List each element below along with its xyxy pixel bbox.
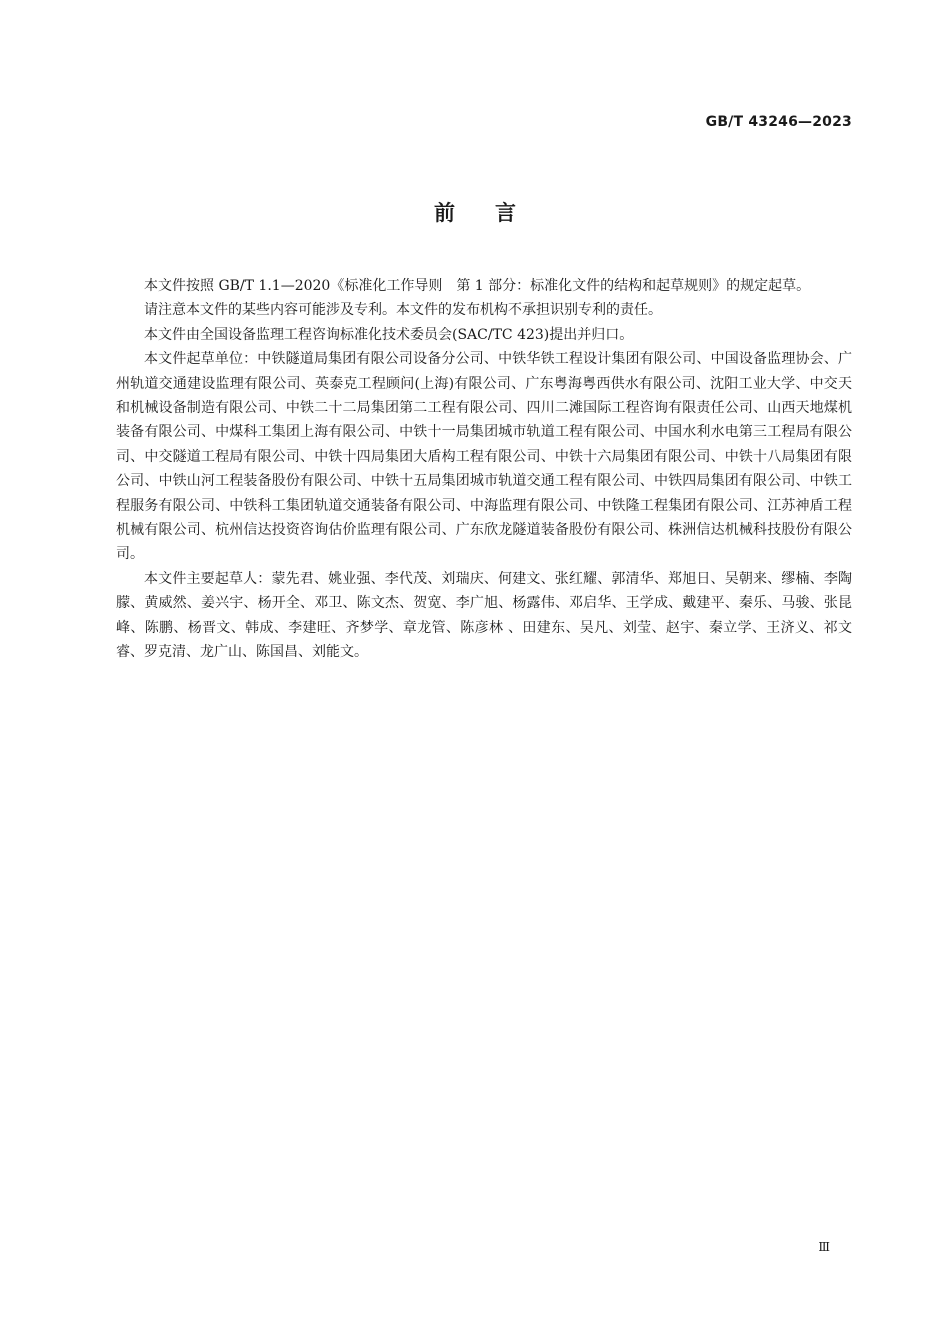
paragraph-patent-notice: 请注意本文件的某些内容可能涉及专利。本文件的发布机构不承担识别专利的责任。 — [144, 302, 662, 319]
paragraph-drafting-rules: 本文件按照 GB/T 1.1—2020《标准化工作导则 第 1 部分：标准化文件的结构和起草规则》的规定起草。 — [144, 278, 811, 294]
paragraph-drafters: 本文件主要起草人：蒙先君、姚业强、李代茂、刘瑞庆、何建文、张红耀、郭清华、郑旭日、吴朝来、缪楠、李陶朦、黄威然、姜兴宇、杨开全、邓卫、陈文杰、贺宽、李广旭、杨露伟、邓启华、王学成、戴建平、秦乐、马骏、张昆峰、陈鹏、杨晋文、韩成、李建旺、齐梦学、章龙管、陈彦林 、田建东、吴凡、刘莹、赵宇、秦立学、王济义、祁文睿、罗克清、龙广山、陈国昌、刘能文。 — [116, 570, 852, 661]
paragraph-proposer: 本文件由全国设备监理工程咨询标准化技术委员会(SAC/TC 423)提出并归口。 — [144, 326, 634, 343]
page-number: Ⅲ — [818, 1240, 830, 1254]
body-text — [116, 274, 852, 665]
document-number: GB/T 43246—2023 — [705, 114, 852, 130]
paragraph-drafting-units: 本文件起草单位：中铁隧道局集团有限公司设备分公司、中铁华铁工程设计集团有限公司、中国设备监理协会、广州轨道交通建设监理有限公司、英泰克工程顾问(上海)有限公司、广东粤海粤西供水有限公司、沈阳工业大学、中交天和机械设备制造有限公司、中铁二十二局集团第二工程有限公司、四川二滩国际工程咨询有限责任公司、山西天地煤机装备有限公司、中煤科工集团上海有限公司、中铁十一局集团城市轨道工程有限公司、中国水利水电第三工程局有限公司、中交隧道工程局有限公司、中铁十四局集团大盾构工程有限公司、中铁十六局集团有限公司、中铁十八局集团有限公司、中铁山河工程装备股份有限公司、中铁十五局集团城市轨道交通工程有限公司、中铁四局集团有限公司、中铁工程服务有限公司、中铁科工集团轨道交通装备有限公司、中海监理有限公司、中铁隆工程集团有限公司、江苏神盾工程机械有限公司、杭州信达投资咨询估价监理有限公司、广东欣龙隧道装备股份有限公司、株洲信达机械科技股份有限公司。 — [116, 351, 852, 563]
section-title: 前言 — [434, 201, 556, 225]
